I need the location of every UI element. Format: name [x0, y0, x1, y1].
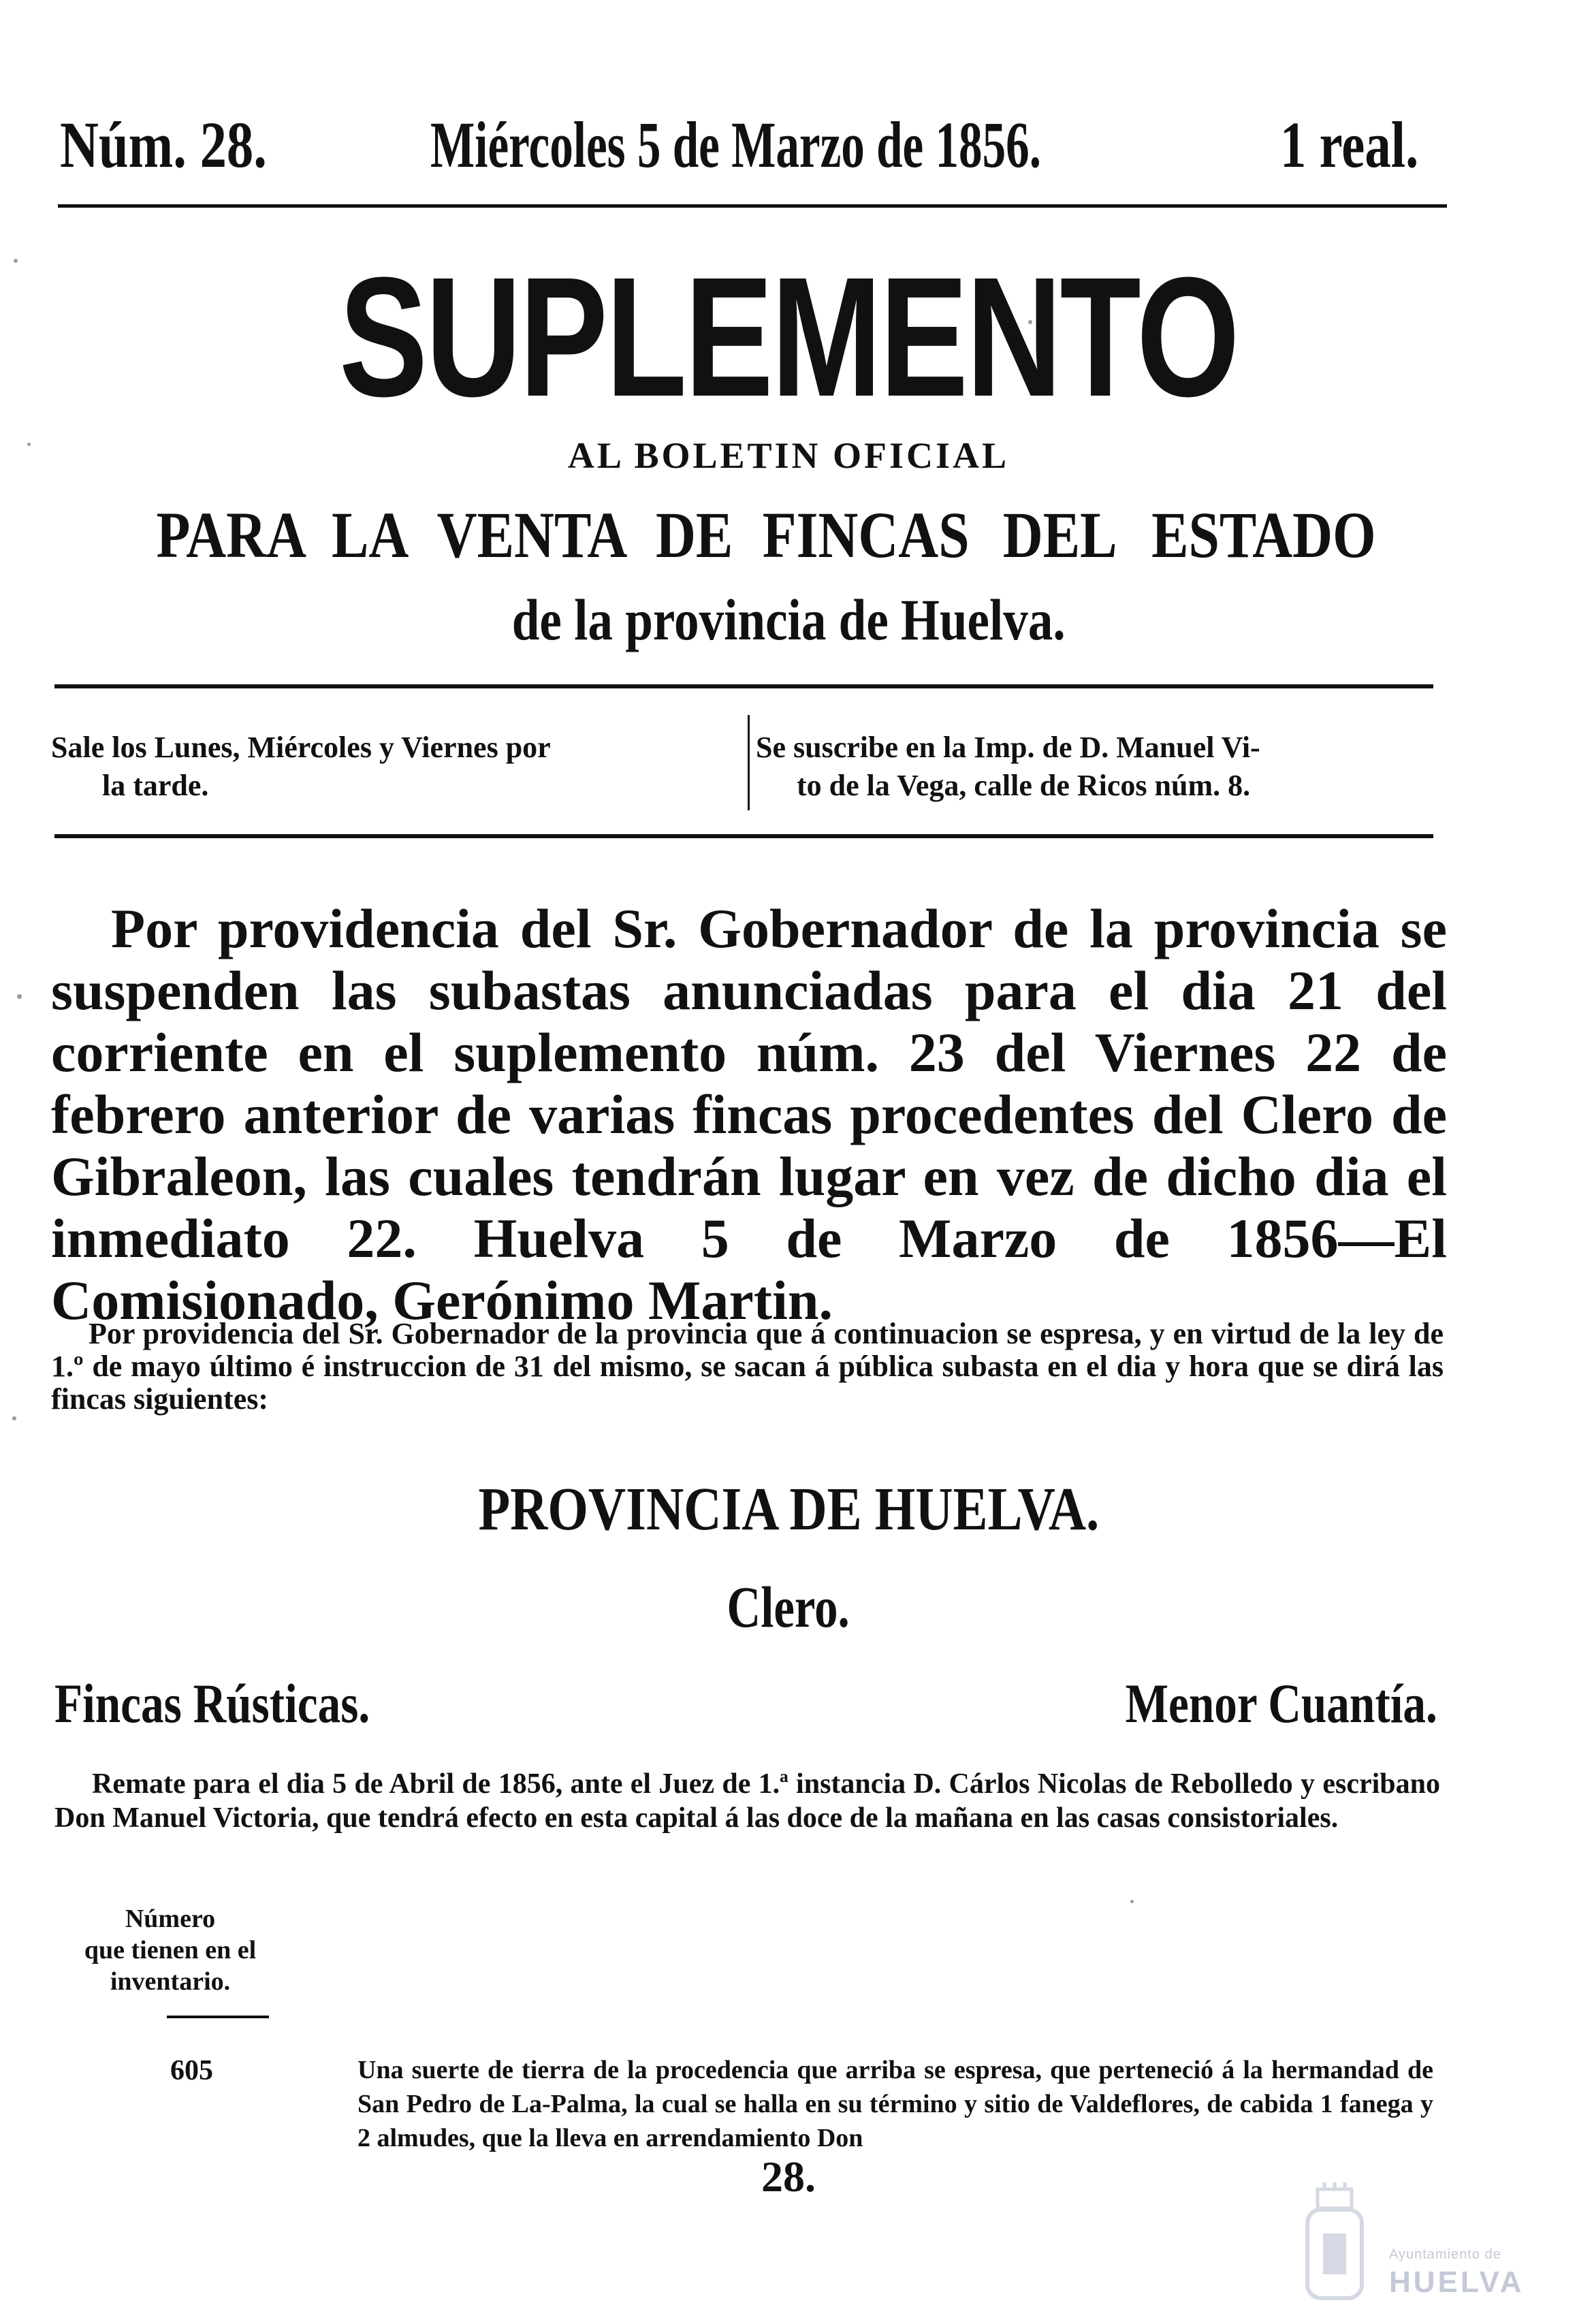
subtitle-venta: PARA LA VENTA DE FINCAS DEL ESTADO [156, 498, 1376, 571]
info-top-rule [54, 684, 1433, 688]
print-speck [17, 994, 22, 999]
province-heading: PROVINCIA DE HUELVA. [478, 1476, 1099, 1543]
print-speck [12, 1416, 16, 1420]
subtitle-provincia: de la provincia de Huelva. [511, 587, 1066, 652]
category-label: Fincas Rústicas. [54, 1672, 370, 1734]
watermark-text: Ayuntamiento de HUELVA [1389, 2247, 1525, 2299]
supplement-title: SUPLEMENTO [339, 242, 1238, 432]
auction-remate: Remate para el dia 5 de Abril de 1856, ante el Juez de 1.ª instancia D. Cárlos Nicolas de Rebolledo y escribano Don Manuel Victoria, que tendrá efecto en esta capital á las doce de la mañana en las casas consistoriales. [54, 1768, 1440, 1834]
issue-number: Núm. 28. [60, 108, 267, 181]
print-speck [14, 259, 18, 263]
city-seal-icon [1297, 2182, 1372, 2305]
info-divider [748, 715, 750, 810]
inventory-number: 605 [170, 2055, 213, 2086]
subscription-info: Se suscribe en la Imp. de D. Manuel Vi- to de la Vega, calle de Ricos núm. 8. [756, 731, 1260, 802]
suspension-notice: Por providencia del Sr. Gobernador de la provincia se suspenden las subastas anunciadas para el dia 21 del corriente en el suplemento núm. 23 del Viernes 22 de febrero anterior de varias fincas procedentes del Clero de Gibraleon, las cuales tendrán lugar en vez de dicho dia el inmediato 22. Huelva 5 de Marzo de 1856—El Comisionado, Gerónimo Martin. [51, 897, 1447, 1331]
publication-schedule: Sale los Lunes, Miércoles y Viernes por la tarde. [51, 731, 551, 802]
info-bottom-rule [54, 834, 1433, 838]
page-number: 28. [761, 2152, 816, 2201]
inventory-rule [167, 2016, 269, 2018]
print-speck [27, 443, 31, 446]
property-description: Una suerte de tierra de la procedencia que arriba se espresa, que perteneció á la hermandad de San Pedro de La-Palma, la cual se halla en su término y sitio de Valdeflores, de cabida 1 fanega y 2 almudes, que la lleva en arrendamiento Don [357, 2056, 1433, 2152]
masthead-rule [58, 204, 1447, 208]
value-class-label: Menor Cuantía. [1125, 1672, 1437, 1734]
issue-date: Miércoles 5 de Marzo de 1856. [430, 108, 1042, 181]
issue-price: 1 real. [1280, 108, 1419, 181]
subtitle-boletin: AL BOLETIN OFICIAL [567, 435, 1010, 476]
section-heading: Clero. [727, 1574, 850, 1640]
print-speck [1028, 320, 1032, 324]
auction-intro: Por providencia del Sr. Gobernador de la provincia que á continuacion se espresa, y en virtud de la ley de 1.º de mayo último é instruccion de 31 del mismo, se sacan á pública subasta en el dia y hora que se dirá las fincas siguientes: [51, 1317, 1444, 1416]
inventory-column-header: Número que tienen en el inventario. [84, 1905, 257, 1996]
print-speck [1130, 1900, 1134, 1903]
